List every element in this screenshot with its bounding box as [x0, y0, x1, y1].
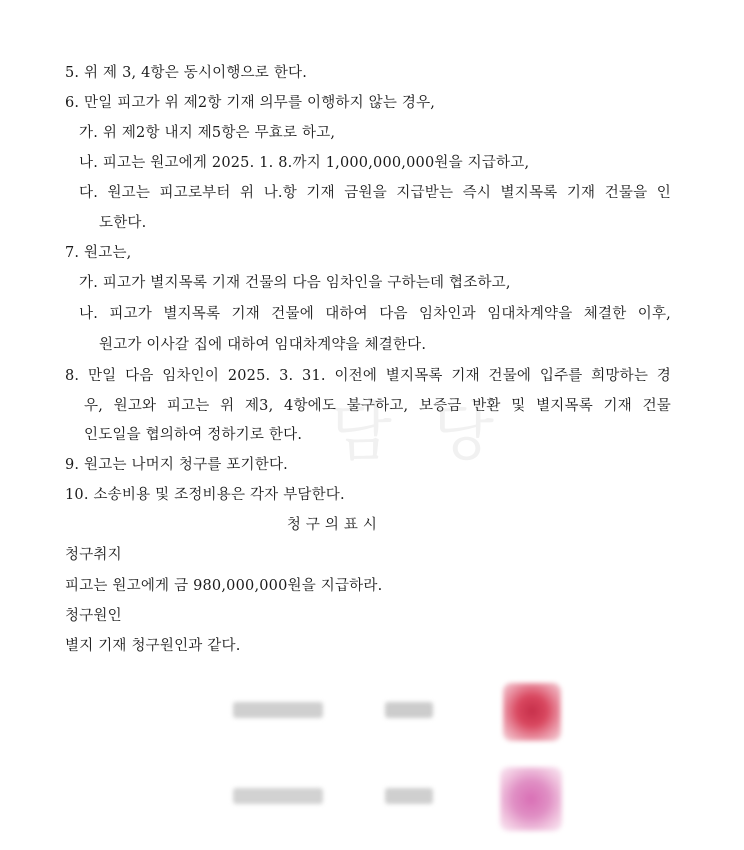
claim-purpose-label: 청구취지: [65, 547, 122, 563]
claim-heading: 청 구 의 표 시: [286, 517, 378, 533]
clause-9: 9. 원고는 나머지 청구를 포기한다.: [65, 457, 288, 473]
watermark: 담 당: [330, 396, 504, 470]
clause-6-ga: 가. 위 제2항 내지 제5항은 무효로 하고,: [79, 125, 336, 141]
redacted-name-2: [233, 788, 323, 804]
clause-6-na: 나. 피고는 원고에게 2025. 1. 8.까지 1,000,000,000원을 지급하고,: [79, 155, 530, 171]
clause-7-ga: 가. 피고가 별지목록 기재 건물의 다음 임차인을 구하는데 협조하고,: [79, 275, 511, 291]
clause-5: 5. 위 제 3, 4항은 동시이행으로 한다.: [65, 65, 308, 81]
redacted-title-1: [385, 702, 433, 718]
clause-8-continued-1: 우, 원고와 피고는 위 제3, 4항에도 불구하고, 보증금 반환 및 별지목록 기재 건물: [84, 398, 671, 414]
claim-cause-text: 별지 기재 청구원인과 같다.: [65, 638, 241, 654]
clause-6-da: 다. 원고는 피고로부터 위 나.항 기재 금원을 지급받는 즉시 별지목록 기재 건물을 인: [79, 185, 671, 201]
clause-6: 6. 만일 피고가 위 제2항 기재 의무를 이행하지 않는 경우,: [65, 95, 436, 111]
clause-7-na-continued: 원고가 이사갈 집에 대하여 임대차계약을 체결한다.: [99, 337, 427, 353]
clause-10: 10. 소송비용 및 조정비용은 각자 부담한다.: [65, 487, 345, 503]
clause-7: 7. 원고는,: [65, 245, 132, 261]
claim-cause-label: 청구원인: [65, 608, 122, 624]
seal-pink: [500, 767, 562, 831]
clause-6-da-continued: 도한다.: [99, 215, 147, 231]
redacted-title-2: [385, 788, 433, 804]
claim-purpose-text: 피고는 원고에게 금 980,000,000원을 지급하라.: [65, 578, 383, 594]
redacted-name-1: [233, 702, 323, 718]
clause-8: 8. 만일 다음 임차인이 2025. 3. 31. 이전에 별지목록 기재 건물에 입주를 희망하는 경: [65, 368, 671, 384]
seal-red: [503, 683, 561, 741]
clause-8-continued-2: 인도일을 협의하여 정하기로 한다.: [84, 427, 303, 443]
clause-7-na: 나. 피고가 별지목록 기재 건물에 대하여 다음 임차인과 임대차계약을 체결한 이후,: [79, 306, 671, 322]
